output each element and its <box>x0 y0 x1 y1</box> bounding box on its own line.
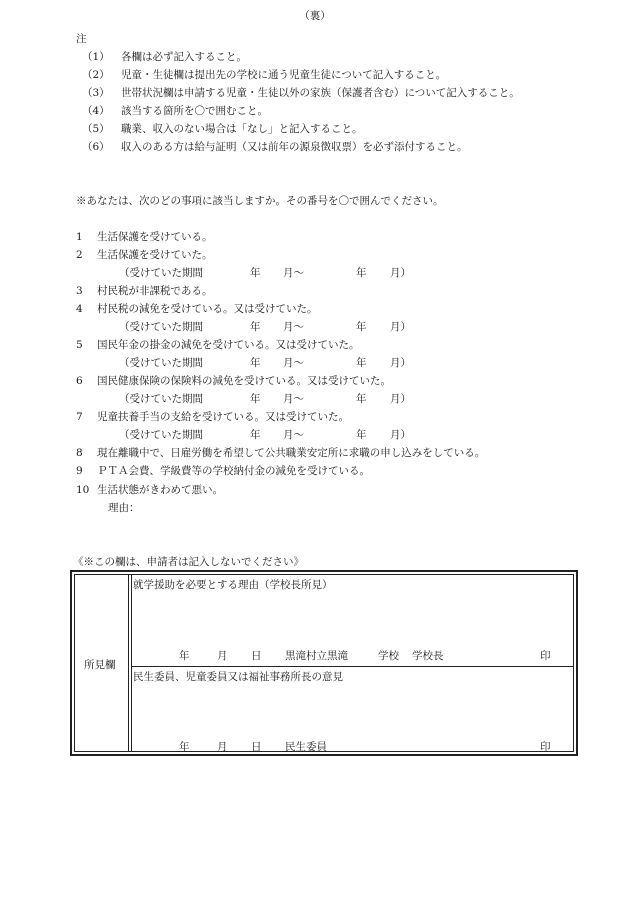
period-month-to: 月） <box>390 393 411 405</box>
period-month-from: 月〜 <box>283 321 304 333</box>
period-month-to: 月） <box>390 321 411 333</box>
period-month-from: 月〜 <box>283 393 304 405</box>
item-number: 6 <box>76 375 83 387</box>
period-label: （受けていた期間 <box>119 321 203 333</box>
item-number: 8 <box>76 447 83 459</box>
period-month-to: 月） <box>390 267 411 279</box>
note-text: 各欄は必ず記入すること。 <box>121 51 247 63</box>
note-number: （4） <box>82 105 110 117</box>
item-text: 国民年金の掛金の減免を受けている。又は受けていた。 <box>97 339 360 351</box>
period-year-to: 年 <box>356 429 367 441</box>
period-year-from: 年 <box>250 321 261 333</box>
opinion-table-inner <box>74 574 574 752</box>
note-text: 該当する箇所を〇で囲むこと。 <box>121 105 268 117</box>
period-month-from: 月〜 <box>283 267 304 279</box>
row-divider <box>131 666 573 667</box>
item-number: 3 <box>76 285 83 297</box>
period-month-from: 月〜 <box>283 429 304 441</box>
item-number: 5 <box>76 339 83 351</box>
column-divider <box>128 575 129 751</box>
welfare-year: 年 <box>179 741 190 753</box>
period-label: （受けていた期間 <box>119 357 203 369</box>
note-text: 職業、収入のない場合は「なし」と記入すること。 <box>121 123 363 135</box>
item-text: 生活保護を受けていた。 <box>97 249 213 261</box>
reason-label: 理由： <box>108 502 140 514</box>
welfare-opinion-heading: 民生委員、児童委員又は福祉事務所長の意見 <box>133 671 343 683</box>
principal-label: 学校長 <box>412 650 444 662</box>
period-year-to: 年 <box>356 393 367 405</box>
seal-mark: 印 <box>540 741 551 753</box>
item-text: 現在離職中で、日雇労働を希望して公共職業安定所に求職の申し込みをしている。 <box>97 447 486 459</box>
item-number: 9 <box>76 465 83 477</box>
note-number: （5） <box>82 123 110 135</box>
notes-heading: 注 <box>76 33 87 45</box>
item-number: 1 <box>76 231 83 243</box>
school-year: 年 <box>179 650 190 662</box>
item-text: 生活状態がきわめて悪い。 <box>97 484 223 496</box>
period-year-to: 年 <box>356 267 367 279</box>
period-month-to: 月） <box>390 357 411 369</box>
period-month-from: 月〜 <box>283 357 304 369</box>
note-text: 児童・生徒欄は提出先の学校に通う児童生徒について記入すること。 <box>121 69 447 81</box>
note-text: 収入のある方は給与証明（又は前年の源泉徴収票）を必ず添付すること。 <box>121 141 468 153</box>
school-suffix: 学校 <box>378 650 399 662</box>
note-number: （2） <box>82 69 110 81</box>
page-title: （裏） <box>299 10 331 22</box>
school-opinion-heading: 就学援助を必要とする理由（学校長所見） <box>133 579 333 591</box>
opinion-table <box>70 570 578 756</box>
period-year-from: 年 <box>250 393 261 405</box>
item-text: ＰＴＡ会費、学級費等の学校納付金の減免を受けている。 <box>97 465 370 477</box>
note-number: （1） <box>82 51 110 63</box>
note-number: （3） <box>82 87 110 99</box>
period-label: （受けていた期間 <box>119 267 203 279</box>
side-label: 所見欄 <box>84 659 116 671</box>
period-month-to: 月） <box>390 429 411 441</box>
item-number: 10 <box>76 484 90 496</box>
item-text: 国民健康保険の保険料の減免を受けている。又は受けていた。 <box>97 375 391 387</box>
period-year-from: 年 <box>250 357 261 369</box>
seal-mark: 印 <box>540 650 551 662</box>
item-number: 2 <box>76 249 83 261</box>
welfare-day: 日 <box>251 741 262 753</box>
official-caption: 《※この欄は、申請者は記入しないでください》 <box>73 556 304 568</box>
school-name: 黒滝村立黒滝 <box>285 650 348 662</box>
note-number: （6） <box>82 141 110 153</box>
column-divider <box>131 575 132 751</box>
period-year-to: 年 <box>356 357 367 369</box>
item-text: 村民税の減免を受けている。又は受けていた。 <box>97 303 318 315</box>
item-text: 児童扶養手当の支給を受けている。又は受けていた。 <box>97 411 349 423</box>
period-year-to: 年 <box>356 321 367 333</box>
question-prompt: ※あなたは、次のどの事項に該当しますか。その番号を〇で囲んでください。 <box>76 195 444 207</box>
school-month: 月 <box>217 650 228 662</box>
period-label: （受けていた期間 <box>119 393 203 405</box>
welfare-officer-label: 民生委員 <box>285 741 327 753</box>
welfare-month: 月 <box>217 741 228 753</box>
item-text: 生活保護を受けている。 <box>97 231 213 243</box>
item-number: 7 <box>76 411 83 423</box>
school-day: 日 <box>251 650 262 662</box>
period-label: （受けていた期間 <box>119 429 203 441</box>
item-number: 4 <box>76 303 83 315</box>
period-year-from: 年 <box>250 429 261 441</box>
item-text: 村民税が非課税である。 <box>97 285 213 297</box>
note-text: 世帯状況欄は申請する児童・生徒以外の家族（保護者含む）について記入すること。 <box>121 87 520 99</box>
period-year-from: 年 <box>250 267 261 279</box>
